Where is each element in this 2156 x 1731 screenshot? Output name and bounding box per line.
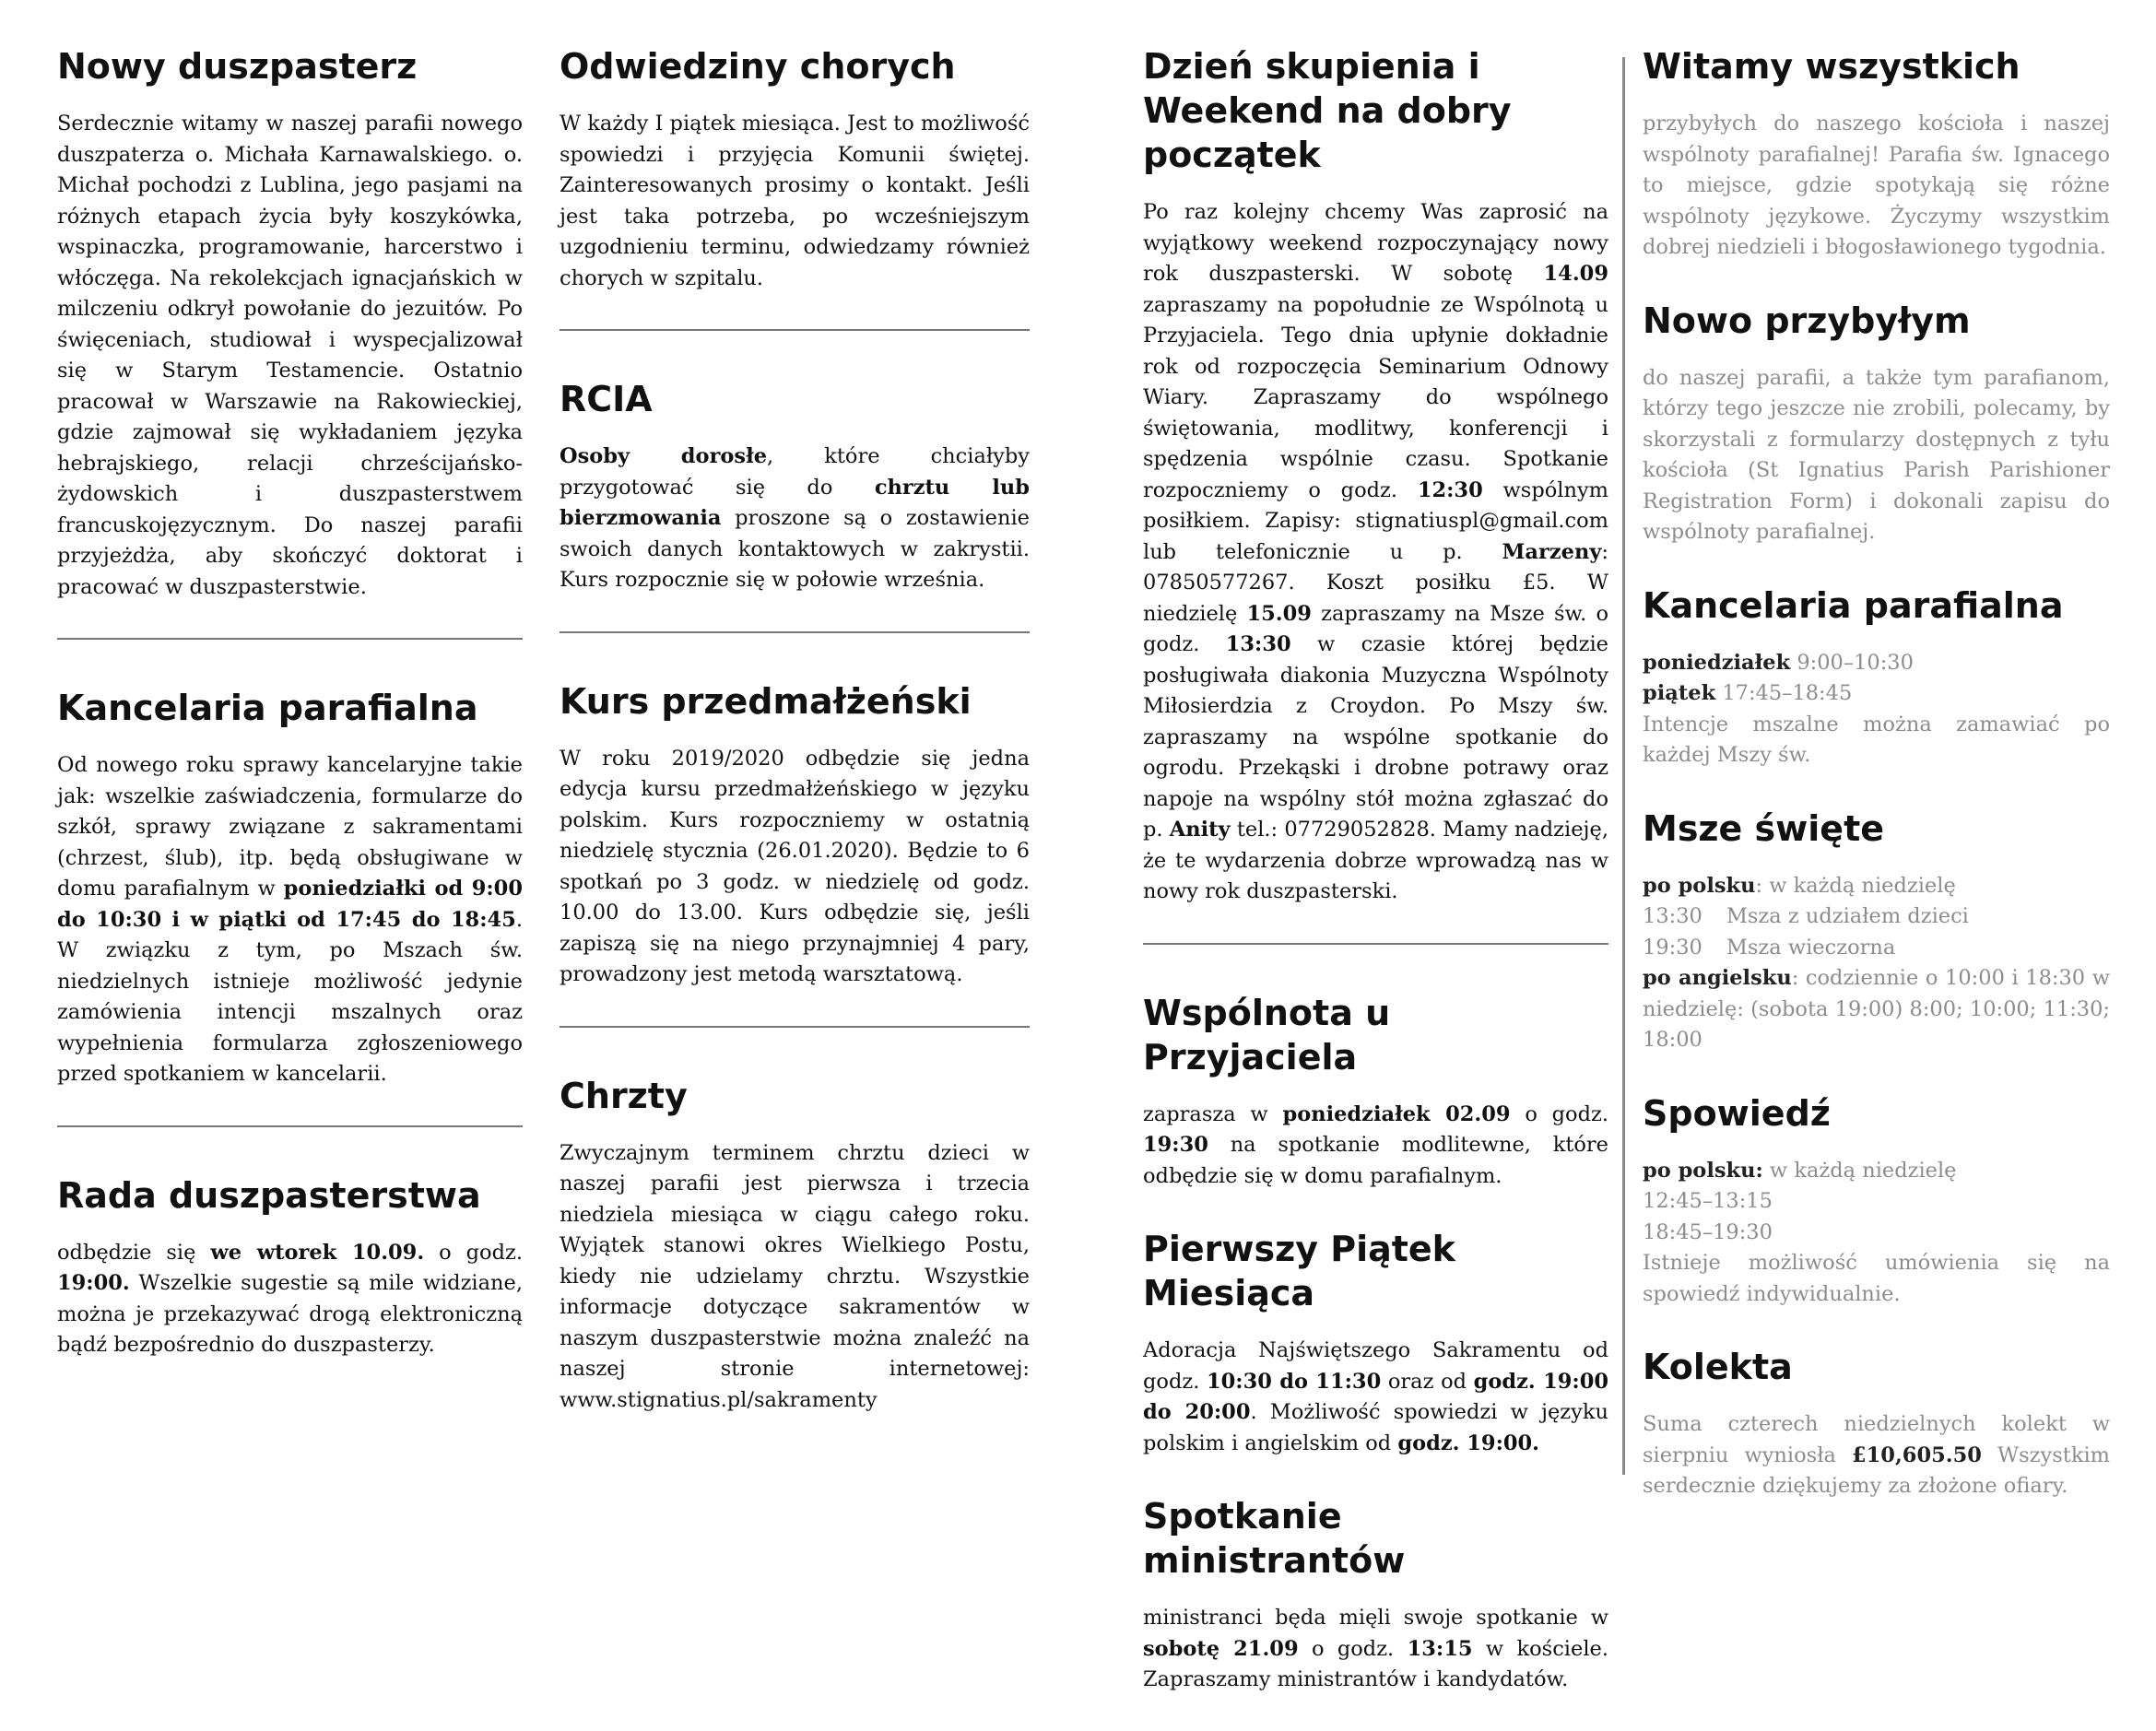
divider (57, 1125, 523, 1127)
section-title: Wspólnota u Przyjaciela (1143, 992, 1391, 1077)
section-title: Witamy wszystkich (1643, 46, 2021, 87)
section-title: Kurs przedmałżeński (560, 680, 972, 722)
column-divider (1622, 57, 1625, 1475)
section-title: Odwiedziny chorych (560, 46, 956, 87)
section-title: Kolekta (1643, 1347, 1793, 1387)
section-text: Suma czterech niedzielnych kolekt w sierpniu wyniosła £10,605.50 Wszystkim serdecznie dziękujemy za złożone ofiary. (1643, 1412, 2110, 1498)
section-text: W roku 2019/2020 odbędzie się jedna edycja kursu przedmałżeńskiego w języku polskim. Kurs rozpoczniemy w ostatnią niedzielę stycznia (26.01.2020). Będzie to 6 spotkań po 3 godz. w niedzielę od godz. 10.00 do 13.00. Kurs odbędzie się, jeśli zapiszą się na niego przynajmniej 4 pary, prowadzony jest metodą warsztatową. (560, 746, 1030, 986)
section-kancelaria (57, 686, 523, 1090)
section-kurs (560, 679, 1030, 991)
section-dzien-skupienia (1143, 44, 1608, 908)
section-odwiedziny (560, 44, 1030, 294)
section-title: Dzień skupienia i Weekend na dobry początek (1143, 46, 1512, 175)
website-link[interactable]: www.stignatius.pl/sakramenty (560, 1387, 878, 1412)
section-title: Pierwszy Piątek Miesiąca (1143, 1229, 1455, 1313)
divider (560, 1026, 1030, 1028)
section-text: Serdecznie witamy w naszej parafii nowego duszpaterza o. Michała Karnawalskiego. o. Michał pochodzi z Lublina, jego pasjami na różnych etapach życia były koszykówka, wspinaczka, programowanie, harcerstwo i włóczęga. Na rekolekcjach ignacjańskich w milczeniu odkrył powołanie do jezuitów. Po święceniach, studiował i wyspecjalizował się w Starym Testamencie. Ostatnio pracował w Warszawie na Rakowieckiej, gdzie zajmował się wykładaniem języka hebrajskiego, relacji chrześcijańsko-żydowskich i duszpasterstwem francuskojęzycznym. Do naszej parafii przyjeżdża, aby skończyć doktorat i pracować w duszpasterstwie. (57, 112, 523, 599)
section-title: Kancelaria parafialna (1643, 584, 2064, 626)
column-3 (1143, 44, 1608, 1731)
column-2 (560, 44, 1030, 1451)
section-title: Kancelaria parafialna (57, 688, 478, 728)
section-title: RCIA (560, 379, 653, 419)
section-text: ministranci będa mięli swoje spotkanie w sobotę 21.09 o godz. 13:15 w kościele. Zapraszamy ministrantów i kandydatów. (1143, 1606, 1608, 1691)
section-spowiedz (1643, 1091, 2110, 1311)
divider (560, 631, 1030, 633)
section-text: odbędzie się we wtorek 10.09. o godz. 19:00. Wszelkie sugestie są mile widziane, można je przekazywać drogą elektroniczną bądź bezpośrednio do duszpasterzy. (57, 1240, 523, 1357)
section-pierwszy-piatek (1143, 1227, 1608, 1459)
section-text: W każdy I piątek miesiąca. Jest to możliwość spowiedzi i przyjęcia Komunii świętej. Zainteresowanych prosimy o kontakt. Jeśli jest taka potrzeba, po wcześniejszym uzgodnieniu terminu, odwiedzamy również chorych w szpitalu. (560, 112, 1030, 290)
section-text: po polsku: w każdą niedzielę 13:30 Msza z udziałem dzieci 19:30 Msza wieczorna po angielsku: codziennie o 10:00 i 18:30 w niedzielę: (sobota 19:00) 8:00; 10:00; 11:30; 18:00 (1643, 873, 2110, 1052)
section-nowo-przybylym (1643, 299, 2110, 548)
divider (57, 638, 523, 640)
section-text: Zwyczajnym terminem chrztu dzieci w naszej parafii jest pierwsza i trzecia niedziela miesiąca w ciągu całego roku. Wyjątek stanowi okres Wielkiego Postu, kiedy nie udzielamy chrztu. Wszystkie informacje dotyczące sakramentów w naszym duszpasterstwie można znaleźć na naszej stronie internetowej: www.stignatius.pl/sakramenty (560, 1140, 1030, 1412)
section-text: Od nowego roku sprawy kancelaryjne takie jak: wszelkie zaświadczenia, formularze do szkół, sprawy związane z sakramentami (chrzest, ślub), itp. będą obsługiwane w domu parafialnym w poniedziałki od 9:00 do 10:30 i w piątki od 17:45 do 18:45. W związku z tym, po Mszach św. niedzielnych istnieje możliwość jedynie zamówienia intencji mszalnych oraz wypełnienia formularza zgłoszeniowego przed spotkaniem w kancelarii. (57, 753, 523, 1086)
divider (560, 329, 1030, 331)
section-wspolnota (1143, 991, 1608, 1193)
section-text: Po raz kolejny chcemy Was zaprosić na wyjątkowy weekend rozpoczynający nowy rok duszpasterski. W sobotę 14.09 zapraszamy na popołudnie ze Wspólnotą u Przyjaciela. Tego dnia upłynie dokładnie rok od rozpoczęcia Seminarium Odnowy Wiary. Zapraszamy do wspólnego świętowania, modlitwy, konferencji i spędzenia wspólnie czasu. Spotkanie rozpoczniemy o godz. 12:30 wspólnym posiłkiem. Zapisy: stignatiuspl@gmail.com lub telefonicznie u p. Marzeny: 07850577267. Koszt posiłku £5. W niedzielę 15.09 zapraszamy na Msze św. o godz. 13:30 w czasie której będzie posługiwała diakonia Muzyczna Wspólnoty Miłosierdzia z Croydon. Po Mszy św. zapraszamy na wspólne spotkanie do ogrodu. Przekąski i drobne potrawy oraz napoje na wspólny stół można zgłaszać do p. Anity tel.: 07729052828. Mamy nadzieję, że te wydarzenia dobrze wprowadzą nas w nowy rok duszpasterski. (1143, 200, 1608, 903)
section-title: Nowy duszpasterz (57, 46, 418, 87)
section-text: do naszej parafii, a także tym parafianom, którzy tego jeszcze nie zrobili, polecamy, by skorzystali z formularzy dostępnych z tyłu kościoła (St Ignatius Parish Parishioner Registration Form) i dokonali zapisu do wspólnoty parafialnej. (1643, 365, 2110, 544)
divider (1143, 943, 1608, 945)
section-nowy-duszpasterz (57, 44, 523, 603)
section-title: Msze święte (1643, 807, 1885, 849)
section-text: Osoby dorosłe, które chciałyby przygotować się do chrztu lub bierzmowania proszone są o zostawienie swoich danych kontaktowych w zakrystii. Kurs rozpocznie się w połowie września. (560, 444, 1030, 592)
section-text: przybyłych do naszego kościoła i naszej wspólnoty parafialnej! Parafia św. Ignacego to miejsce, gdzie spotykają się różne wspólnoty językowe. Życzymy wszystkim dobrej niedzieli i błogosławionego tygodnia. (1643, 112, 2110, 259)
section-title: Nowo przybyłym (1643, 300, 1971, 341)
section-witamy (1643, 44, 2110, 264)
section-text: po polsku: w każdą niedzielę 12:45–13:15 18:45–19:30 Istnieje możliwość umówienia się na spowiedź indywidualnie. (1643, 1158, 2110, 1306)
section-kancelaria-hours (1643, 583, 2110, 771)
section-rcia (560, 377, 1030, 596)
section-title: Spotkanie ministrantów (1143, 1496, 1406, 1581)
section-kolekta (1643, 1345, 2110, 1502)
column-1 (57, 44, 523, 1396)
section-title: Chrzty (560, 1075, 688, 1116)
section-text: zaprasza w poniedziałek 02.09 o godz. 19:30 na spotkanie modlitewne, które odbędzie się w domu parafialnym. (1143, 1101, 1608, 1188)
section-title: Spowiedź (1643, 1092, 1831, 1134)
section-title: Rada duszpasterstwa (57, 1174, 481, 1216)
section-text: poniedziałek 9:00–10:30 piątek 17:45–18:45 Intencje mszalne można zamawiać po każdej Mszy św. (1643, 650, 2110, 767)
column-4 (1643, 44, 2110, 1537)
section-rada (57, 1173, 523, 1361)
section-chrzty (560, 1074, 1030, 1417)
section-msze (1643, 807, 2110, 1056)
section-text: Adoracja Najświętszego Sakramentu od godz. 10:30 do 11:30 oraz od godz. 19:00 do 20:00. Możliwość spowiedzi w języku polskim i angielskim od godz. 19:00. (1143, 1338, 1608, 1455)
